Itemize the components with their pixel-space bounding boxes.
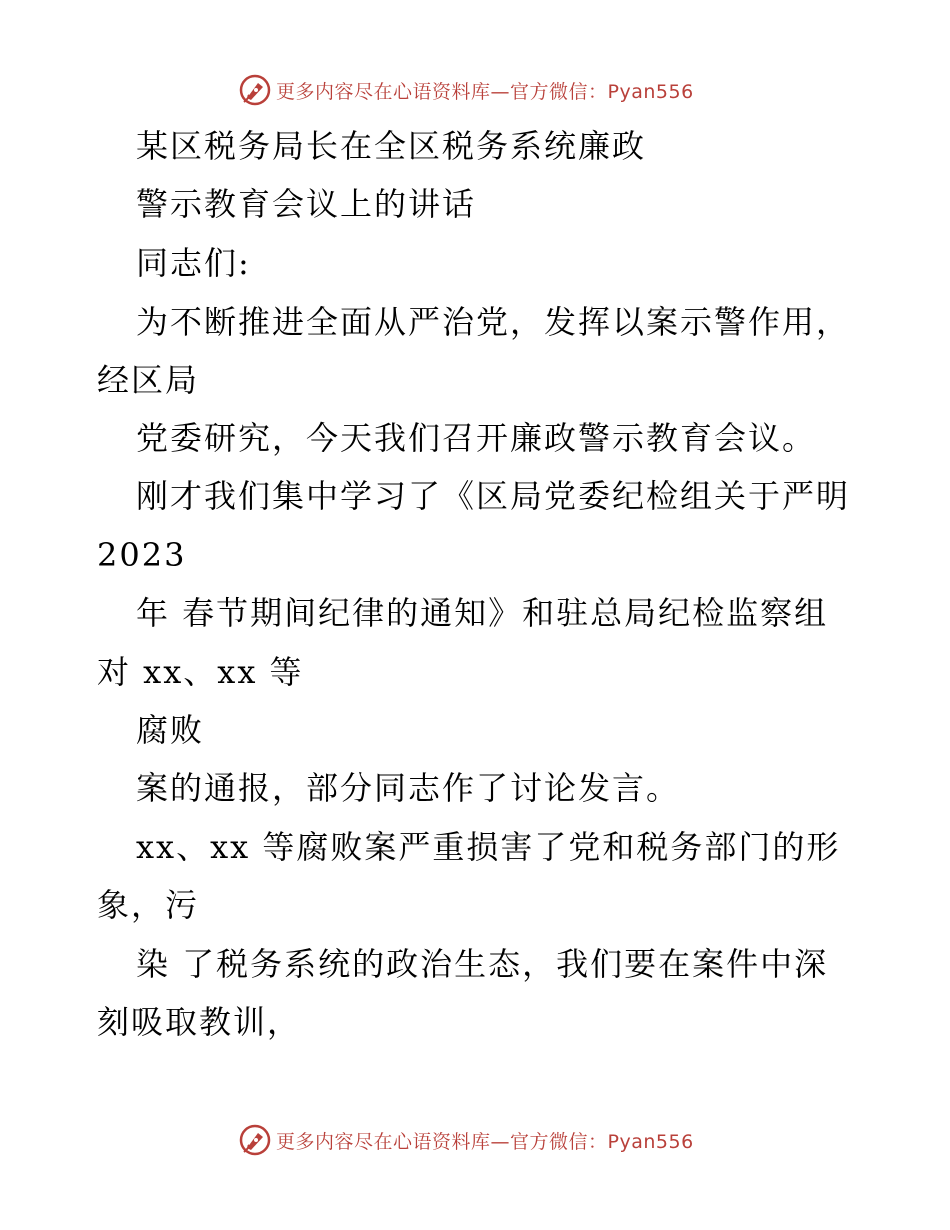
watermark-account: Pyan556	[607, 80, 694, 103]
salutation: 同志们:	[136, 244, 251, 282]
paragraph-line: 象，污	[97, 886, 200, 924]
paragraph-line: 经区局	[97, 361, 200, 399]
paragraph-line: 刻吸取教训，	[97, 1003, 302, 1041]
paragraph-line: xx、xx 等腐败案严重损害了党和税务部门的形	[136, 828, 841, 866]
watermark-account: Pyan556	[607, 1130, 694, 1153]
paragraph-line: 年 春节期间纪律的通知》和驻总局纪检监察组	[136, 594, 829, 632]
paragraph-line: 案的通报，部分同志作了讨论发言。	[136, 769, 681, 807]
paragraph-line: 为不断推进全面从严治党，发挥以案示警作用，	[136, 303, 851, 341]
paragraph-line: 刚才我们集中学习了《区局党委纪检组关于严明	[136, 477, 851, 515]
paragraph-line: 2023	[97, 536, 187, 574]
paragraph-line: 腐败	[136, 711, 205, 749]
watermark-text: 更多内容尽在心语资料库—官方微信：Pyan556	[276, 80, 694, 103]
header-watermark	[238, 73, 694, 107]
title-line-1: 某区税务局长在全区税务系统廉政	[136, 127, 647, 165]
paragraph-line: 对 xx、xx 等	[97, 653, 304, 691]
pen-nib-logo-icon	[238, 1123, 272, 1157]
pen-nib-logo-icon	[238, 73, 272, 107]
title-line-2: 警示教育会议上的讲话	[136, 185, 477, 223]
watermark-text: 更多内容尽在心语资料库—官方微信：Pyan556	[276, 1130, 694, 1153]
paragraph-line: 染 了税务系统的政治生态，我们要在案件中深	[136, 945, 829, 983]
paragraph-line: 党委研究，今天我们召开廉政警示教育会议。	[136, 419, 817, 457]
footer-watermark	[238, 1123, 694, 1157]
